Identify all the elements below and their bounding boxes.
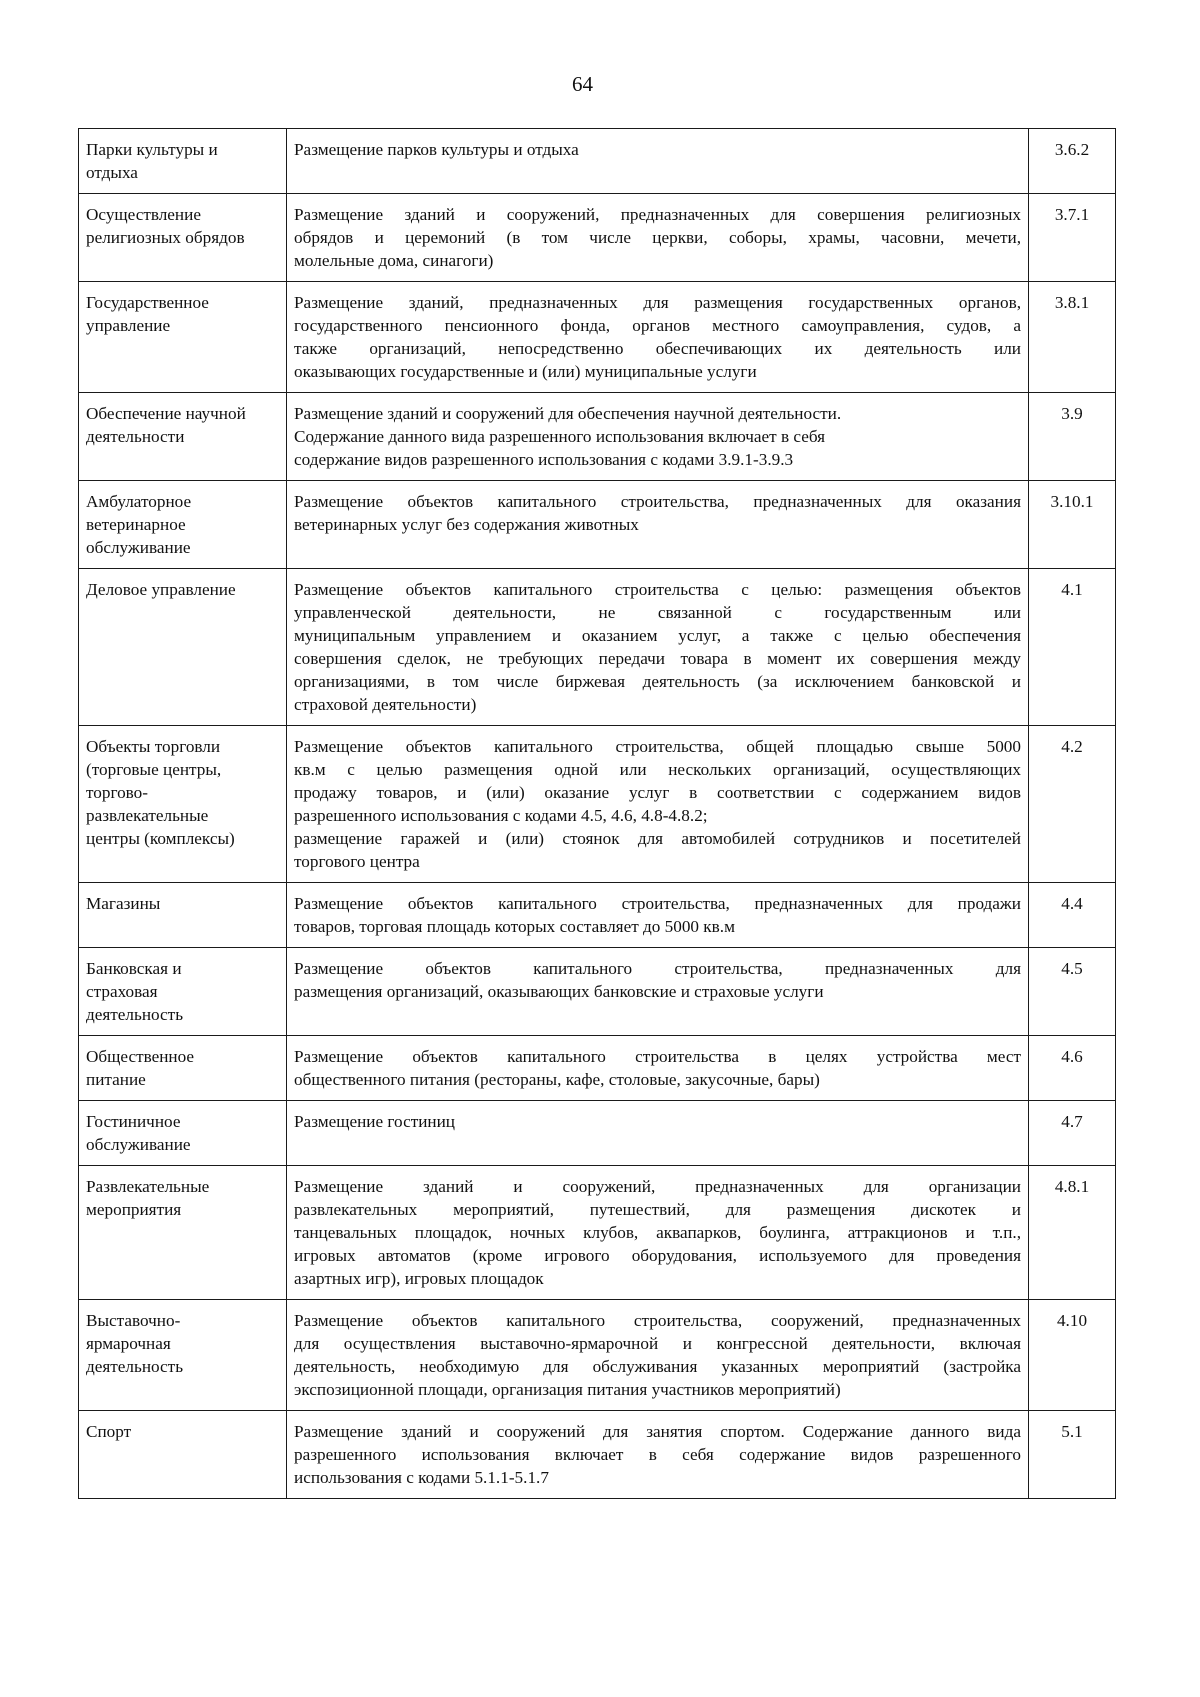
land-use-name-line: Выставочно- [86,1311,181,1330]
land-use-description-line: разрешенного использования включает в себя содержание видов разрешенного [294,1445,1021,1464]
land-use-name-cell [79,129,287,194]
land-use-description-line: Размещение объектов капитального строительства в целях устройства мест [294,1047,1021,1066]
land-use-description-line: страховой деятельности) [294,695,477,714]
table-row [79,481,1116,569]
land-use-description-line: также организаций, непосредственно обеспечивающих их деятельность или [294,339,1021,358]
land-use-description-line: Размещение гостиниц [294,1112,455,1131]
table-row [79,393,1116,481]
land-use-description-line: Размещение объектов капитального строительства с целью: размещения объектов [294,580,1021,599]
land-use-description-line: размещения организаций, оказывающих банковские и страховые услуги [294,982,824,1001]
land-use-name-line: Магазины [86,894,161,913]
land-use-code: 4.6 [1029,1036,1116,1101]
land-use-name-cell [79,726,287,883]
land-use-description-line: Размещение зданий и сооружений, предназначенных для совершения религиозных [294,205,1021,224]
land-use-description-cell [287,129,1029,194]
land-use-description-line: организациями, в том числе биржевая деятельность (за исключением банковской и [294,672,1021,691]
land-use-description-line: общественного питания (рестораны, кафе, столовые, закусочные, бары) [294,1070,820,1089]
land-use-code: 3.10.1 [1029,481,1116,569]
land-use-name-cell [79,948,287,1036]
land-use-name-line: страховая [86,982,158,1001]
table-row [79,569,1116,726]
table-row [79,194,1116,282]
land-use-description-line: размещение гаражей и (или) стоянок для автомобилей сотрудников и посетителей [294,829,1021,848]
land-use-description-cell [287,481,1029,569]
land-use-name-line: центры (комплексы) [86,829,235,848]
land-use-description-line: Размещение объектов капитального строительства, предназначенных для оказания [294,492,1021,511]
land-use-name-line: Объекты торговли [86,737,221,756]
land-use-name-cell [79,282,287,393]
land-use-name-cell [79,1411,287,1499]
land-use-description-cell [287,1036,1029,1101]
land-use-description-line: Размещение зданий, предназначенных для размещения государственных органов, [294,293,1021,312]
land-use-description-line: управленческой деятельности, не связанной с государственным или [294,603,1021,622]
table-row [79,1101,1116,1166]
land-use-description-cell [287,883,1029,948]
land-use-name-line: мероприятия [86,1200,182,1219]
land-use-description-cell [287,282,1029,393]
land-use-description-line: Размещение зданий и сооружений для занятия спортом. Содержание данного вида [294,1422,1021,1441]
table-row [79,1411,1116,1499]
land-use-name-cell [79,481,287,569]
land-use-description-line: Размещение объектов капитального строительства, общей площадью свыше 5000 [294,737,1021,756]
land-use-description-line: обрядов и церемоний (в том числе церкви, соборы, храмы, часовни, мечети, [294,228,1021,247]
land-use-description-line: для осуществления выставочно-ярмарочной и конгрессной деятельности, включая [294,1334,1021,1353]
land-use-description-cell [287,1166,1029,1300]
land-use-description-line: развлекательных мероприятий, путешествий, для размещения дискотек и [294,1200,1021,1219]
land-use-name-line: Государственное [86,293,209,312]
table-row [79,883,1116,948]
land-use-description-cell [287,726,1029,883]
land-use-description-line: использования с кодами 5.1.1-5.1.7 [294,1468,549,1487]
land-use-description-cell [287,1101,1029,1166]
land-use-name-line: ветеринарное [86,515,186,534]
land-use-description-cell [287,393,1029,481]
land-use-name-line: деятельность [86,1357,184,1376]
land-use-description-line: товаров, торговая площадь которых составляет до 5000 кв.м [294,917,735,936]
land-use-code: 4.2 [1029,726,1116,883]
page-number: 64 [572,72,593,96]
table-row [79,282,1116,393]
land-use-code: 3.6.2 [1029,129,1116,194]
land-use-name-cell [79,194,287,282]
land-use-name-line: обслуживание [86,1135,191,1154]
land-use-code: 4.8.1 [1029,1166,1116,1300]
land-use-name-line: Общественное [86,1047,195,1066]
land-use-description-line: Размещение объектов капитального строительства, предназначенных для [294,959,1021,978]
land-use-name-line: Развлекательные [86,1177,210,1196]
land-use-name-line: (торговые центры, [86,760,222,779]
land-use-name-line: обслуживание [86,538,191,557]
land-use-code: 3.8.1 [1029,282,1116,393]
table-row [79,1166,1116,1300]
table-body [79,129,1116,1499]
land-use-name-line: отдыха [86,163,138,182]
land-use-description-line: ветеринарных услуг без содержания животных [294,515,639,534]
land-use-name-cell [79,1300,287,1411]
land-use-name-line: Банковская и [86,959,182,978]
land-use-description-line: совершения сделок, не требующих передачи товара в момент их совершения между [294,649,1021,668]
land-use-name-line: религиозных обрядов [86,228,245,247]
land-use-code: 4.4 [1029,883,1116,948]
land-use-description-line: экспозиционной площади, организация питания участников мероприятий) [294,1380,841,1399]
table-row [79,948,1116,1036]
land-use-code: 4.10 [1029,1300,1116,1411]
land-use-description-line: оказывающих государственные и (или) муниципальные услуги [294,362,757,381]
land-use-name-line: управление [86,316,171,335]
land-use-description-line: деятельность, необходимую для обслуживания указанных мероприятий (застройка [294,1357,1021,1376]
table-row [79,129,1116,194]
land-use-name-line: деятельности [86,427,185,446]
land-use-name-cell [79,1101,287,1166]
land-use-description-line: Размещение зданий и сооружений, предназначенных для организации [294,1177,1021,1196]
land-use-name-line: развлекательные [86,806,209,825]
land-use-description-line: азартных игр), игровых площадок [294,1269,544,1288]
land-use-name-cell [79,393,287,481]
land-use-description-line: танцевальных площадок, ночных клубов, аквапарков, боулинга, аттракционов и т.п., [294,1223,1021,1242]
land-use-description-line: Размещение парков культуры и отдыха [294,140,579,159]
land-use-description-line: торгового центра [294,852,420,871]
land-use-code: 4.5 [1029,948,1116,1036]
land-use-name-line: питание [86,1070,146,1089]
land-use-description-line: молельные дома, синагоги) [294,251,494,270]
land-use-description-line: государственного пенсионного фонда, органов местного самоуправления, судов, а [294,316,1021,335]
land-use-description-line: Размещение объектов капитального строительства, сооружений, предназначенных [294,1311,1021,1330]
land-use-description-cell [287,194,1029,282]
land-use-name-line: Парки культуры и [86,140,218,159]
table-row [79,1300,1116,1411]
land-use-name-line: деятельность [86,1005,184,1024]
land-use-name-line: Гостиничное [86,1112,181,1131]
land-use-description-line: разрешенного использования с кодами 4.5, 4.6, 4.8-4.8.2; [294,806,708,825]
land-use-table [78,128,1116,1499]
land-use-code: 3.7.1 [1029,194,1116,282]
table-row [79,726,1116,883]
land-use-description-cell [287,1300,1029,1411]
land-use-name-cell [79,569,287,726]
land-use-name-cell [79,1036,287,1101]
land-use-description-line: кв.м с целью размещения одной или нескольких организаций, осуществляющих [294,760,1021,779]
land-use-code: 5.1 [1029,1411,1116,1499]
land-use-name-cell [79,883,287,948]
land-use-description-cell [287,1411,1029,1499]
land-use-description-line: муниципальным управлением и оказанием услуг, а также с целью обеспечения [294,626,1021,645]
land-use-code: 4.1 [1029,569,1116,726]
land-use-name-line: Осуществление [86,205,201,224]
table-row [79,1036,1116,1101]
land-use-name-cell [79,1166,287,1300]
land-use-description-cell [287,948,1029,1036]
land-use-name-line: Обеспечение научной [86,404,246,423]
land-use-name-line: торгово- [86,783,149,802]
land-use-description-line: Размещение объектов капитального строительства, предназначенных для продажи [294,894,1021,913]
land-use-description-line: игровых автоматов (кроме игрового оборудования, используемого для проведения [294,1246,1021,1265]
land-use-description-cell [287,569,1029,726]
land-use-description-line: содержание видов разрешенного использования с кодами 3.9.1-3.9.3 [294,450,794,469]
land-use-code: 4.7 [1029,1101,1116,1166]
land-use-description-line: Содержание данного вида разрешенного использования включает в себя [294,427,826,446]
land-use-name-line: ярмарочная [86,1334,171,1353]
land-use-code: 3.9 [1029,393,1116,481]
land-use-name-line: Амбулаторное [86,492,192,511]
land-use-description-line: продажу товаров, и (или) оказание услуг в соответствии с содержанием видов [294,783,1021,802]
land-use-description-line: Размещение зданий и сооружений для обеспечения научной деятельности. [294,404,842,423]
land-use-name-line: Спорт [86,1422,132,1441]
land-use-name-line: Деловое управление [86,580,236,599]
